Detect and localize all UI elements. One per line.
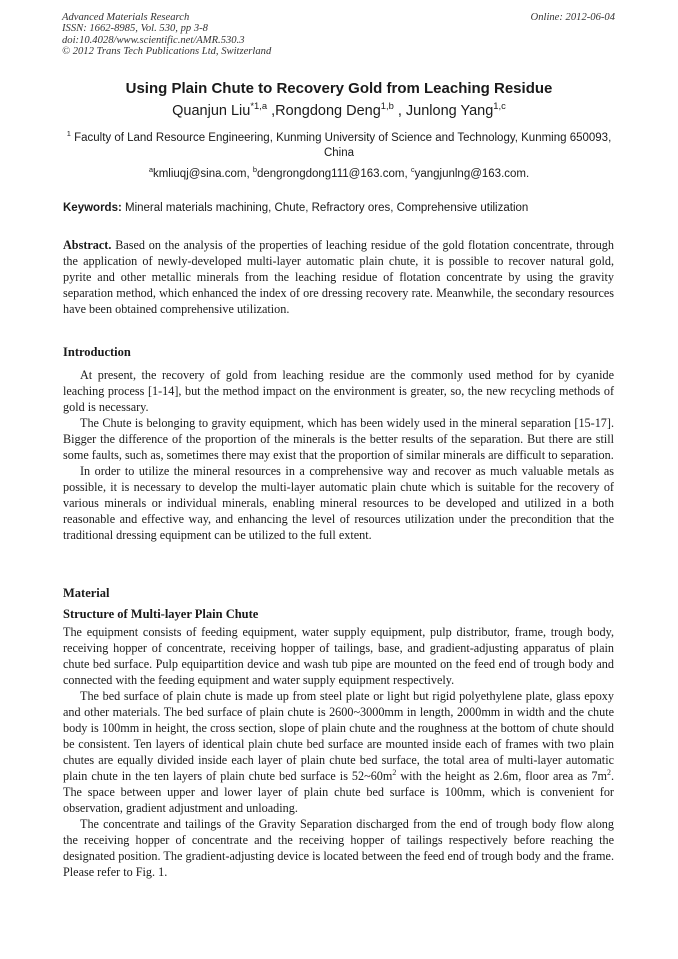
keywords xyxy=(63,202,623,214)
journal-name: Advanced Materials Research xyxy=(62,12,190,23)
author-3-affil: 1,c xyxy=(493,100,506,112)
author-3: , Junlong Yang xyxy=(393,103,494,119)
structure-subheading: Structure of Multi-layer Plain Chute xyxy=(63,607,259,621)
intro-paragraph-2: The Chute is belonging to gravity equipment, which has been widely used in the mineral separation [15-17]. Bigger the difference of the proportion of the minerals is the better results of the separation. But there are still some faults, such as, sometimes there may exist that the proportion of similar minerals are difficult to separation. xyxy=(63,416,614,462)
journal-issn: ISSN: 1662-8985, Vol. 530, pp 3-8 xyxy=(62,23,208,35)
paper-title: Using Plain Chute to Recovery Gold from Leaching Residue xyxy=(125,80,553,97)
abstract xyxy=(63,237,614,317)
material-p2-part-a: The bed surface of plain chute is made up from steel plate or light but rigid polyethylene plate, glass epoxy and other materials. The bed surface of plain chute is 2600~3000mm in length, 2000mm in width and the chute body is 100mm in height, the cross section, slope of plain chute and the roughness at the bottom of chute should be consistent. Ten layers of identical plain chute bed surface are mounted inside each of frames with two plain chutes are equally divided inside each layer of plain chute bed surface, the total area of multi-layer automatic plain chute in the ten layers of plain chute bed surface is 52~60m xyxy=(63,689,614,783)
email-b: dengrongdong111@163.com, xyxy=(257,168,411,180)
introduction-body xyxy=(63,367,614,543)
affiliation-text: Faculty of Land Resource Engineering, Kunming University of Science and Technology, Kunming 650093, China xyxy=(70,132,612,159)
email-c: yangjunlng@163.com. xyxy=(414,168,530,180)
abstract-label: Abstract. xyxy=(63,238,112,252)
author-list xyxy=(0,100,678,119)
keywords-label: Keywords: xyxy=(63,202,122,214)
journal-header xyxy=(62,12,271,58)
author-1-affil: *1,a xyxy=(250,100,268,112)
material-paragraph-1: The equipment consists of feeding equipment, water supply equipment, pulp distributor, frame, trough body, receiving hopper of concentrate, receiving hopper of tailings, base, and gradient-adjusting apparatus of plain chute bed surface. Pulp equipartition device and wash tub pipe are mounted on the feed end of trough body and connected with the feeding equipment and water supply equipment respectively. xyxy=(63,625,614,687)
email-b-marker: b xyxy=(252,165,257,175)
material-body xyxy=(63,624,614,880)
author-1: Quanjun Liu xyxy=(172,103,251,119)
area-unit-superscript: 2 xyxy=(392,767,397,777)
abstract-text: Based on the analysis of the properties of leaching residue of the gold flotation concentrate, through the application of newly-developed multi-layer automatic plain chute, it is possible to recover natural gold, pyrite and other metallic minerals from the leaching residue of flotation concentrate by using the gravity separation method, which enhanced the index of ore dressing recovery rate. Meanwhile, the secondary resources have been obtained comprehensive utilization. xyxy=(63,238,614,316)
email-a-marker: a xyxy=(148,165,153,175)
keywords-text: Mineral materials machining, Chute, Refractory ores, Comprehensive utilization xyxy=(121,202,529,214)
journal-doi: doi:10.4028/www.scientific.net/AMR.530.3 xyxy=(62,34,245,46)
material-heading: Material xyxy=(63,586,110,600)
author-2: ,Rongdong Deng xyxy=(267,103,381,119)
online-date: Online: 2012-06-04 xyxy=(530,12,615,23)
author-emails xyxy=(0,165,678,180)
affiliation-marker: 1 xyxy=(66,129,71,139)
intro-paragraph-1: At present, the recovery of gold from leaching residue are the commonly used method for by cyanide leaching process [1-14], but the method impact on the environment is greater, so, the new recycling methods of gold is necessary. xyxy=(63,368,614,414)
floor-unit-superscript: 2 xyxy=(607,767,611,777)
introduction-heading: Introduction xyxy=(63,345,131,359)
email-c-marker: c xyxy=(410,165,415,175)
affiliation xyxy=(62,131,616,160)
author-2-affil: 1,b xyxy=(380,100,394,112)
email-a: kmliuqj@sina.com, xyxy=(152,168,253,180)
material-p2-part-c: . The space between upper and lower layer of plain chute bed surface is 100mm, which is convenient for observation, gradient adjustment and unloading. xyxy=(63,769,615,815)
journal-copyright: © 2012 Trans Tech Publications Ltd, Switzerland xyxy=(62,46,272,58)
intro-paragraph-3: In order to utilize the mineral resources in a comprehensive way and recover as much valuable metals as possible, it is necessary to develop the multi-layer automatic plain chute which is suitable for the recovery of various minerals or individual minerals, enabling mineral resources to be developed and utilized in a both reasonable and effective way, and enhancing the level of resources utilization under the precondition that the traditional dressing equipment can be utilized to the full extent. xyxy=(63,464,614,542)
material-paragraph-3: The concentrate and tailings of the Gravity Separation discharged from the end of trough body flow along the receiving hopper of concentrate and the receiving hopper of tailings respectively before reaching the designated position. The gradient-adjusting device is located between the feed end of trough body and the frame. Please refer to Fig. 1. xyxy=(63,817,614,879)
material-paragraph-2 xyxy=(63,688,614,816)
material-p2-part-b: with the height as 2.6m, floor area as 7m xyxy=(396,769,607,783)
